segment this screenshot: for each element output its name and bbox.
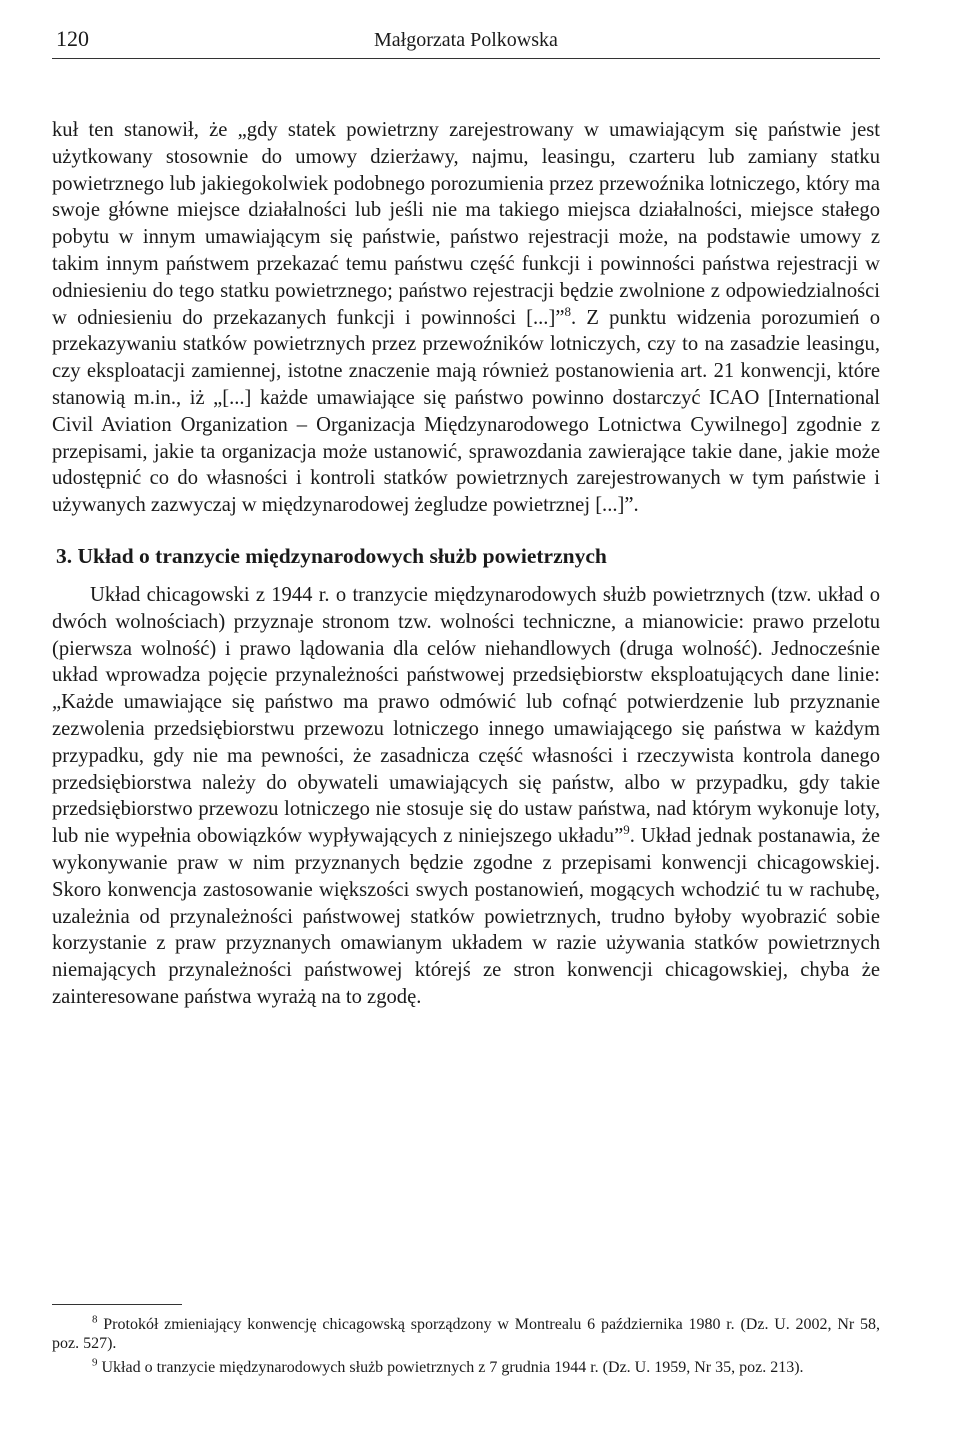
footnotes (52, 1313, 880, 1384)
footnote-8 (52, 1313, 880, 1353)
paragraph-2 (52, 582, 880, 1011)
paragraph-1-text-b: . Z punktu widzenia porozumień o przekazywaniu statków powietrznych przez przewoźników lotniczych, czy to na zasadzie leasingu, czy eksploatacji zamiennej, istotne znaczenie mają również postanowienia art. 21 konwencji, które stanowią m.in., iż „[...] każde umawiające się państwo powinno dostarczyć ICAO [International Civil Aviation Organization – Organizacja Międzynarodowego Lotnictwa Cywilnego] zgodnie z przepisami, jakie ta organizacja może ustanowić, sprawozdania zawierające takie dane, jakie może udostępnić co do własności i kontroli statków powietrznych zarejestrowanych w tym państwie i używanych zazwyczaj w międzynarodowej żegludze powietrznej [...]”. (52, 306, 881, 517)
paragraph-2-text-b: . Układ jednak postanawia, że wykonywanie praw w nim przyznanych będzie zgodne z przepisami konwencji chicagowskiej. Skoro konwencja zastosowanie większości swych postanowień, mogących wchodzić tu w rachubę, uzależnia od przynależności państwowej statków powietrznych, trudno byłoby wyobrazić sobie korzystanie z praw przyznanych omawianym układem w razie używania statków powietrznych niemających przynależności państwowej którejś ze stron konwencji chicagowskiej, chyba że zainteresowane państwa wyrażą na to zgodę. (52, 825, 880, 1008)
page-number: 120 (56, 26, 89, 51)
footnote-ref-9: 9 (623, 822, 630, 838)
footnote-divider (52, 1304, 182, 1305)
footnote-9 (52, 1356, 880, 1378)
page-header (52, 26, 880, 59)
footnote-text: Układ o tranzycie międzynarodowych służb powietrznych z 7 grudnia 1944 r. (Dz. U. 1959, Nr 35, poz. 213). (101, 1359, 804, 1376)
section-heading: 3. Układ o tranzycie międzynarodowych służb powietrznych (56, 543, 607, 568)
running-head: Małgorzata Polkowska (374, 29, 558, 51)
footnote-ref-8: 8 (564, 303, 571, 319)
paragraph-1 (52, 117, 880, 519)
paragraph-1-text-a: kuł ten stanowił, że „gdy statek powietrzny zarejestrowany w umawiającym się państwie jest użytkowany stosownie do umowy dzierżawy, najmu, leasingu, czarteru lub zamiany statku powietrznego lub jakiegokolwiek podobnego porozumienia przez przewoźnika lotniczego, który ma swoje główne miejsce działalności lub jeśli nie ma takiego miejsca działalności, miejsce stałego pobytu w innym umawiającym się państwie, państwo rejestracji może, na podstawie umowy z takim innym państwem przekazać temu państwu część funkcji i powinności państwa rejestracji w odniesieniu do tego statku powietrznego; państwo rejestracji będzie zwolnione z odpowiedzialności w odniesieniu do przekazanych funkcji i powinności [...]” (52, 119, 880, 329)
body-text (52, 117, 880, 1011)
footnote-text: Protokół zmieniający konwencję chicagowską sporządzony w Montrealu 6 października 1980 r. (Dz. U. 2002, Nr 58, poz. 527). (52, 1316, 880, 1352)
footnote-number: 8 (92, 1313, 98, 1326)
page (52, 26, 880, 1011)
footnote-number: 9 (92, 1356, 98, 1369)
paragraph-2-text-a: Układ chicagowski z 1944 r. o tranzycie międzynarodowych służb powietrznych (tzw. układ o dwóch wolnościach) przyznaje stronom tzw. wolności techniczne, a mianowicie: prawo przelotu (pierwsza wolność) i prawo lądowania dla celów niehandlowych (druga wolność). Jednocześnie układ wprowadza pojęcie przynależności państwowej przedsiębiorstw eksploatujących dane linie: „Każde umawiające się państwo ma prawo odmówić lub cofnąć potwierdzenie lub przyznanie zezwolenia przedsiębiorstwu przewozu lotniczego innego umawiającego się państwa w każdym przypadku, gdy nie ma pewności, że zasadnicza część własności i rzeczywista kontrola danego przedsiębiorstwa należy do obywateli umawiających się państw, albo w przypadku, gdy takie przedsiębiorstwo przewozu lotniczego nie stosuje się do ustaw państwa, nad którym wykonuje loty, lub nie wypełnia obowiązków wypływających z niniejszego układu” (52, 583, 880, 848)
